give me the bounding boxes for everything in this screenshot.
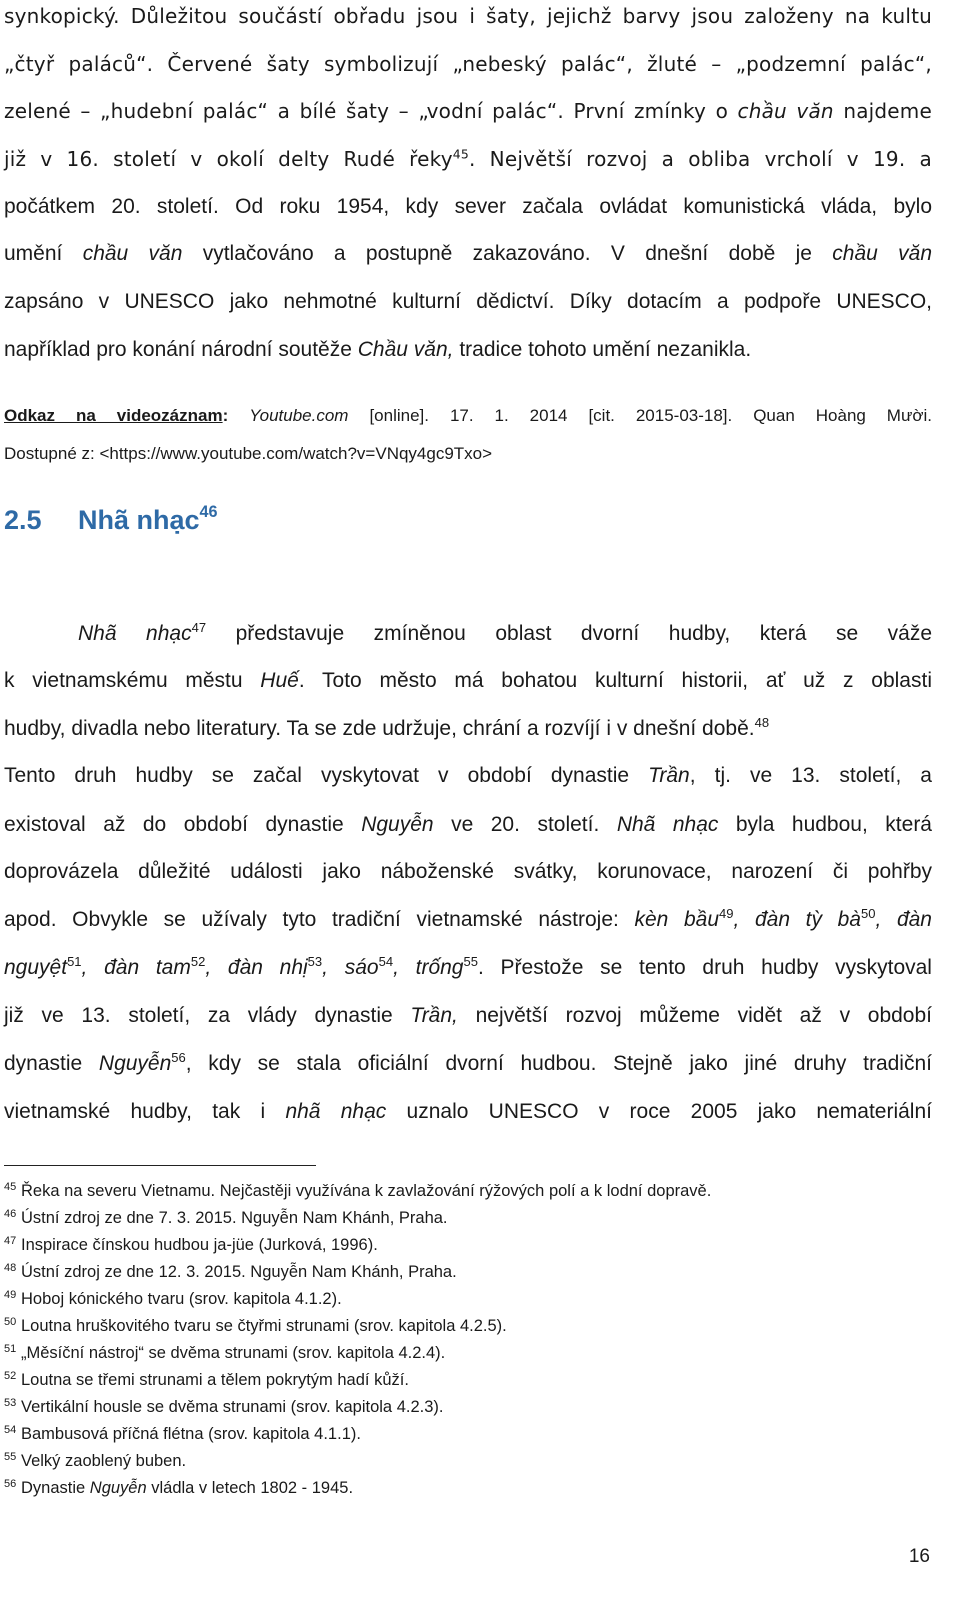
body-line: například pro konání národní soutěže Chầu văn, tradice tohoto umění nezanikla.	[4, 338, 752, 361]
footnote-ref: 53	[307, 953, 323, 969]
footnote-ref: 52	[190, 953, 206, 969]
body-line: synkopický. Důležitou součástí obřadu jsou i šaty, jejichž barvy jsou založeny na kultu	[4, 4, 932, 28]
body-line: doprovázela důležité události jako náboženské svátky, korunovace, narození či pohřby	[4, 860, 932, 883]
body-line: již v 16. století v okolí delty Rudé řeky$^{45}$. Největší rozvoj a obliba vrcholí v 19. a	[4, 146, 932, 171]
footnote-ref: 45	[452, 146, 469, 162]
footnote-ref: 56	[171, 1049, 186, 1065]
footnote: 45 Řeka na severu Vietnamu. Nejčastěji využívána k zavlažování rýžových polí a k lodní dopravě.	[4, 1181, 712, 1200]
footnote-ref: 51	[67, 953, 82, 969]
footnote: 53 Vertikální housle se dvěma strunami (srov. kapitola 4.2.3).	[4, 1397, 444, 1416]
footnote: 51 „Měsíční nástroj“ se dvěma strunami (srov. kapitola 4.2.4).	[4, 1343, 446, 1362]
footnote-ref: 47	[191, 619, 207, 635]
footnote: 49 Hoboj kónického tvaru (srov. kapitola 4.1.2).	[4, 1289, 342, 1308]
body-line: Tento druh hudby se začal vyskytovat v období dynastie Trần, tj. ve 13. století, a	[4, 764, 932, 787]
footnote-ref: 48	[754, 714, 770, 730]
body-line: zapsáno v UNESCO jako nehmotné kulturní dědictví. Díky dotacím a podpoře UNESCO,	[4, 290, 932, 313]
body-line: dynastie Nguyễn$^{56}$, kdy se stala oficiální dvorní hudbou. Stejně jako jiné druhy tradiční	[4, 1049, 932, 1075]
footnote: 52 Loutna se třemi strunami a tělem pokrytým hadí kůží.	[4, 1370, 409, 1389]
section-heading: 2.5 Nhã nhạc$^{46}$	[4, 502, 218, 535]
body-line: apod. Obvykle se užívaly tyto tradiční vietnamské nástroje: kèn bầu$^{49}$, đàn tỳ $bà^{50}$, đàn	[4, 905, 932, 931]
footnote-ref: 49	[719, 905, 734, 921]
page-number: 16	[908, 1546, 930, 1567]
body-line: již ve 13. století, za vlády dynastie Trần, největší rozvoj můžeme vidět až v období	[4, 1004, 932, 1027]
video-reference-url: Dostupné z: <https://www.youtube.com/watch?v=VNqy4gc9Txo>	[4, 444, 493, 463]
body-line: vietnamské hudby, tak i nhã nhạc uznalo UNESCO v roce 2005 jako nemateriální	[4, 1100, 932, 1123]
footnote-ref: 46	[199, 502, 218, 521]
footnote-ref: 54	[378, 953, 394, 969]
footnote: 55 Velký zaoblený buben.	[4, 1451, 187, 1470]
footnote: 50 Loutna hruškovitého tvaru se čtyřmi strunami (srov. kapitola 4.2.5).	[4, 1316, 507, 1335]
footnote: 46 Ústní zdroj ze dne 7. 3. 2015. Nguyễn Nam Khánh, Praha.	[4, 1208, 448, 1227]
footnote: 47 Inspirace čínskou hudbou ja-jüe (Jurková, 1996).	[4, 1235, 378, 1254]
footnote-ref: 55	[463, 953, 478, 969]
body-line: k vietnamskému městu Huế. Toto město má bohatou kulturní historii, ať už z oblasti	[4, 669, 932, 692]
footnote: 48 Ústní zdroj ze dne 12. 3. 2015. Nguyễn Nam Khánh, Praha.	[4, 1262, 457, 1281]
body-line: „čtyř paláců“. Červené šaty symbolizují „nebeský palác“, žluté – „podzemní palác“,	[4, 52, 932, 76]
footnote: 54 Bambusová příčná flétna (srov. kapitola 4.1.1).	[4, 1424, 361, 1443]
body-line: umění chầu văn vytlačováno a postupně zakazováno. V dnešní době je chầu văn	[4, 242, 932, 265]
body-line: existoval až do období dynastie Nguyễn ve 20. století. Nhã nhạc byla hudbou, která	[4, 813, 932, 836]
footnote-ref: 50	[861, 905, 876, 921]
body-line: hudby, divadla nebo literatury. Ta se zde udržuje, chrání a rozvíjí i v dnešní době.$^{48}$	[4, 714, 770, 740]
body-line: zelené – „hudební palác“ a bílé šaty – „vodní palác“. První zmínky o chầu văn najdeme	[4, 99, 932, 123]
footnote-separator	[4, 1165, 316, 1166]
footnote: 56 Dynastie Nguyễn vládla v letech 1802 - 1945.	[4, 1478, 354, 1497]
body-line: počátkem 20. století. Od roku 1954, kdy sever začala ovládat komunistická vláda, bylo	[4, 195, 932, 218]
video-reference: Odkaz na videozáznam: Youtube.com [online]. 17. 1. 2014 [cit. 2015-03-18]. Quan Hoàng Mười.	[4, 406, 932, 425]
body-line: nguyệt$^{51}$, đàn tam$^{52}$, đàn nhị$^{53}$, sáo$^{54}$, trống$^{55}$. Přestože se tento druh hudby vyskytoval	[4, 953, 932, 979]
body-line: Nhã nhạc$^{47}$ představuje zmíněnou oblast dvorní hudby, která se váže	[78, 619, 932, 645]
